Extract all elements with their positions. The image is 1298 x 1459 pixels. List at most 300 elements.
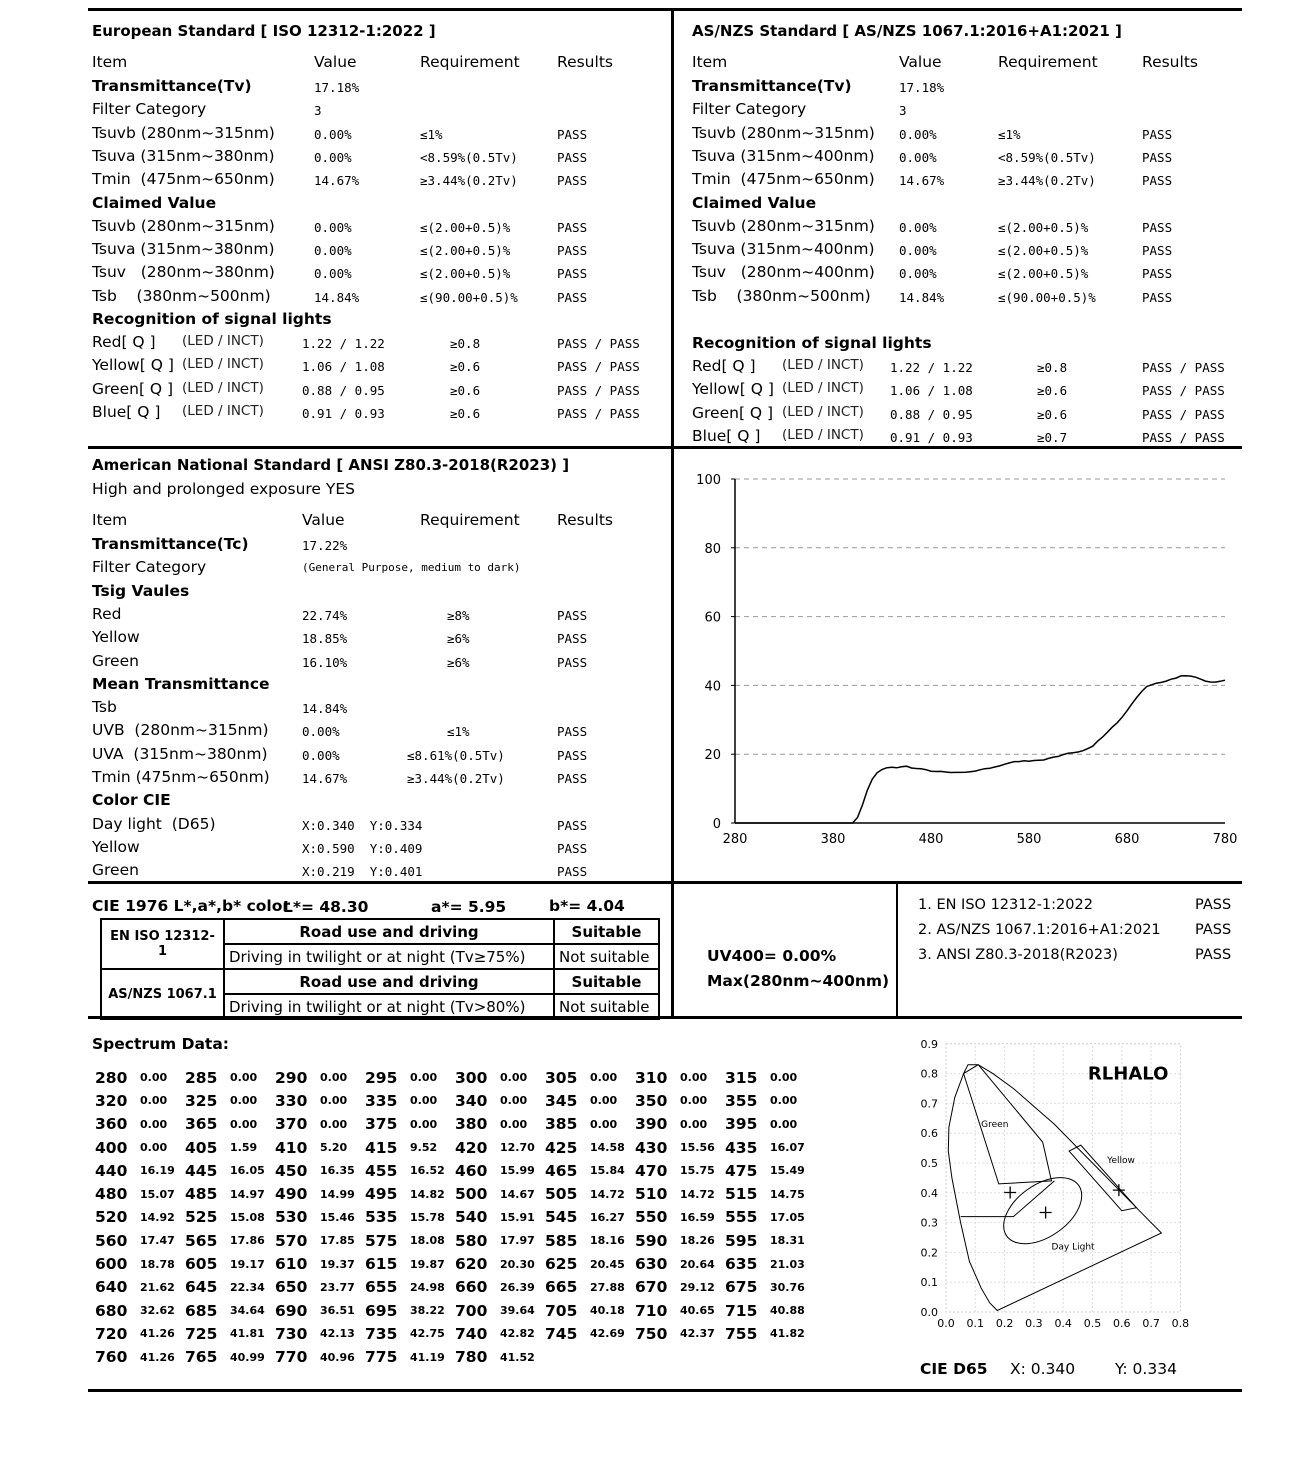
- spectrum-value: 1.59: [230, 1141, 258, 1155]
- spectrum-row: [92, 1159, 812, 1182]
- suit-row-au: Driving in twilight or at night (Tv>80%): [224, 994, 554, 1019]
- spectrum-wavelength: 635: [725, 1255, 758, 1274]
- spectrum-value: 14.67: [500, 1187, 535, 1201]
- spectrum-value: 20.64: [680, 1257, 715, 1271]
- spectrum-value: 16.59: [680, 1210, 715, 1224]
- ansi-row-result: PASS: [557, 654, 588, 670]
- spectrum-value: 41.26: [140, 1350, 175, 1364]
- spectrum-value: 0.00: [410, 1117, 438, 1131]
- au-row-item: Tsuvb (280nm~315nm): [692, 123, 875, 142]
- eu-signal-mode: (LED / INCT): [182, 333, 264, 349]
- x-tick-label: 580: [1016, 832, 1042, 847]
- eu-row-item: Claimed Value: [92, 193, 217, 212]
- cielab-b: b*= 4.04: [549, 897, 625, 915]
- au-signal-title: Recognition of signal lights: [692, 333, 932, 352]
- eu-signal-result: PASS / PASS: [557, 405, 640, 421]
- spectrum-wavelength: 290: [275, 1068, 308, 1087]
- au-row-result: PASS: [1142, 173, 1173, 189]
- cie-y-tick: 0.8: [920, 1067, 938, 1081]
- spectrum-wavelength: 320: [95, 1091, 128, 1110]
- spectrum-wavelength: 725: [185, 1324, 218, 1343]
- cie-x-tick: 0.4: [1054, 1317, 1072, 1330]
- spectrum-wavelength: 480: [95, 1185, 128, 1204]
- eu-row-item: Transmittance(Tv): [92, 77, 252, 95]
- spectrum-value: 40.65: [680, 1304, 715, 1318]
- au-row-result: PASS: [1142, 126, 1173, 142]
- eu-signal-name: Green[ Q ]: [92, 379, 174, 398]
- ansi-row-value: 0.00%: [302, 724, 340, 740]
- spectrum-value: 40.88: [770, 1304, 805, 1318]
- spectrum-wavelength: 485: [185, 1185, 218, 1204]
- au-signal-result: PASS / PASS: [1142, 383, 1225, 399]
- ansi-row-result: PASS: [557, 607, 588, 623]
- au-row-value: 14.84%: [899, 289, 945, 305]
- eu-row-item: Tsuva (315nm~380nm): [92, 240, 275, 259]
- mid-divider-top: [671, 8, 674, 1017]
- ansi-header-requirement: Requirement: [420, 511, 520, 529]
- eu-header-requirement: Requirement: [420, 53, 520, 71]
- suitability-table-au: [100, 968, 660, 1020]
- spectrum-wavelength: 765: [185, 1348, 218, 1367]
- spectrum-wavelength: 580: [455, 1231, 488, 1250]
- spectrum-value: 0.00: [140, 1071, 168, 1085]
- spectrum-wavelength: 575: [365, 1231, 398, 1250]
- eu-header-value: Value: [314, 53, 357, 71]
- eu-header-results: Results: [557, 53, 613, 71]
- spectrum-wavelength: 395: [725, 1115, 758, 1134]
- cie-point-marker: [1040, 1206, 1052, 1218]
- spectrum-wavelength: 770: [275, 1348, 308, 1367]
- ansi-row-value: 14.67%: [302, 771, 348, 786]
- spectrum-value: 15.08: [230, 1210, 265, 1224]
- au-signal-name: Yellow[ Q ]: [692, 380, 774, 399]
- eu-row-result: PASS: [557, 289, 588, 305]
- y-tick-label: 60: [704, 610, 721, 626]
- au-signal-value: 0.91 / 0.93: [890, 429, 973, 445]
- spectrum-value: 16.27: [590, 1210, 625, 1224]
- spectrum-wavelength: 355: [725, 1091, 758, 1110]
- cie-x-tick: 0.8: [1171, 1317, 1190, 1330]
- summary-3-label: 3. ANSI Z80.3-2018(R2023): [918, 947, 1118, 963]
- eu-row-result: PASS: [557, 243, 588, 259]
- eu-row-value: 0.00%: [314, 219, 352, 235]
- au-signal-req: ≥0.6: [1037, 406, 1068, 422]
- au-row-requirement: <8.59%(0.5Tv): [998, 149, 1096, 165]
- au-row-requirement: ≥3.44%(0.2Tv): [998, 173, 1096, 189]
- spectrum-value: 0.00: [680, 1094, 708, 1108]
- spectrum-wavelength: 530: [275, 1208, 308, 1227]
- spectrum-value: 24.98: [410, 1280, 445, 1294]
- spectrum-value: 19.87: [410, 1257, 445, 1271]
- cie-label-green: Green: [981, 1120, 1009, 1131]
- spectrum-value: 21.62: [140, 1280, 175, 1294]
- spectrum-wavelength: 690: [275, 1301, 308, 1320]
- ansi-row-value: 22.74%: [302, 607, 348, 623]
- eu-signal-value: 1.22 / 1.22: [302, 336, 385, 351]
- spectrum-wavelength: 775: [365, 1348, 398, 1367]
- spectrum-wavelength: 400: [95, 1138, 128, 1157]
- eu-signal-value: 0.88 / 0.95: [302, 382, 385, 398]
- eu-row-requirement: ≤1%: [420, 126, 443, 142]
- au-signal-name: Red[ Q ]: [692, 357, 756, 375]
- cie-x-tick: 0.6: [1113, 1317, 1131, 1330]
- ansi-row-item: Green: [92, 861, 139, 880]
- spectrum-wavelength: 630: [635, 1255, 668, 1274]
- spectrum-wavelength: 405: [185, 1138, 218, 1157]
- spectrum-wavelength: 655: [365, 1278, 398, 1297]
- eu-signal-name: Blue[ Q ]: [92, 402, 161, 421]
- spectrum-value: 38.22: [410, 1304, 445, 1318]
- au-row-item: Transmittance(Tv): [692, 77, 852, 95]
- spectrum-value: 15.91: [500, 1210, 535, 1224]
- y-tick-label: 0: [712, 817, 721, 832]
- spectrum-wavelength: 295: [365, 1068, 398, 1087]
- ansi-row-result: PASS: [557, 771, 588, 786]
- ansi-row-value: 17.22%: [302, 538, 348, 553]
- eu-row-result: PASS: [557, 126, 588, 142]
- ansi-row-item: UVA (315nm~380nm): [92, 744, 268, 763]
- eu-row-value: 0.00%: [314, 243, 352, 259]
- spectrum-wavelength: 520: [95, 1208, 128, 1227]
- brand-logo: RLHALO: [1087, 1063, 1169, 1085]
- eu-signal-result: PASS / PASS: [557, 359, 640, 375]
- spectrum-value: 17.85: [320, 1234, 355, 1248]
- au-signal-mode: (LED / INCT): [782, 380, 864, 397]
- spectrum-wavelength: 470: [635, 1161, 668, 1180]
- cie-diagram: [910, 1030, 1210, 1330]
- spectrum-row: [92, 1299, 812, 1322]
- x-tick-label: 480: [918, 832, 944, 847]
- spectrum-value: 0.00: [140, 1117, 168, 1131]
- spectrum-value: 0.00: [680, 1117, 708, 1131]
- x-tick-label: 780: [1212, 832, 1238, 847]
- spectrum-wavelength: 740: [455, 1324, 488, 1343]
- spectrum-wavelength: 465: [545, 1161, 578, 1180]
- spectrum-value: 0.00: [230, 1117, 258, 1131]
- spectrum-value: 39.64: [500, 1304, 535, 1318]
- au-header-requirement: Requirement: [998, 53, 1098, 71]
- eu-row-value: 17.18%: [314, 80, 360, 95]
- spectrum-wavelength: 425: [545, 1138, 578, 1157]
- spectrum-wavelength: 420: [455, 1138, 488, 1157]
- cie-y-tick: 0.9: [920, 1037, 938, 1051]
- transmittance-chart: [680, 455, 1240, 875]
- suit-head-res-en: Suitable: [554, 919, 659, 944]
- spectrum-wavelength: 555: [725, 1208, 758, 1227]
- spectrum-row: [92, 1182, 812, 1205]
- au-row-item: Filter Category: [692, 100, 807, 119]
- spectrum-value: 41.26: [140, 1327, 175, 1341]
- au-row-result: PASS: [1142, 243, 1173, 259]
- spectrum-wavelength: 375: [365, 1115, 398, 1134]
- spectrum-value: 0.00: [770, 1071, 798, 1085]
- spectrum-wavelength: 410: [275, 1138, 308, 1157]
- eu-row-item: Tsuvb (280nm~315nm): [92, 123, 275, 142]
- spectrum-wavelength: 595: [725, 1231, 758, 1250]
- eu-row-requirement: ≤(2.00+0.5)%: [420, 219, 511, 235]
- cie-y-tick: 0.7: [920, 1097, 938, 1111]
- y-tick-label: 20: [704, 748, 721, 764]
- ansi-row-value: 18.85%: [302, 631, 348, 647]
- spectrum-wavelength: 505: [545, 1185, 578, 1204]
- cie-y-tick: 0.2: [920, 1246, 938, 1260]
- spectrum-wavelength: 450: [275, 1161, 308, 1180]
- au-row-value: 0.00%: [899, 266, 937, 282]
- eu-row-requirement: ≤(2.00+0.5)%: [420, 243, 511, 259]
- spectrum-row: [92, 1229, 812, 1252]
- ansi-row-value: 0.00%: [302, 747, 340, 763]
- spectrum-wavelength: 460: [455, 1161, 488, 1180]
- spectrum-value: 27.88: [590, 1280, 625, 1294]
- spectrum-value: 18.78: [140, 1257, 175, 1271]
- cie-label-yellow: Yellow: [1107, 1156, 1135, 1166]
- spectrum-value: 40.18: [590, 1304, 625, 1318]
- spectrum-value: 0.00: [410, 1071, 438, 1085]
- spectrum-wavelength: 415: [365, 1138, 398, 1157]
- spectrum-value: 20.45: [590, 1257, 625, 1271]
- au-signal-value: 1.22 / 1.22: [890, 360, 973, 375]
- cielab-label: CIE 1976 L*,a*,b* color: [92, 897, 291, 915]
- spectrum-wavelength: 650: [275, 1278, 308, 1297]
- spectrum-value: 41.19: [410, 1350, 445, 1364]
- ansi-header-value: Value: [302, 511, 345, 529]
- spectrum-value: 0.00: [230, 1071, 258, 1085]
- x-tick-label: 380: [820, 832, 846, 847]
- spectrum-wavelength: 695: [365, 1301, 398, 1320]
- ansi-row-result: PASS: [557, 631, 588, 647]
- suit-head-res-au: Suitable: [554, 969, 659, 994]
- eu-row-item: Tsuvb (280nm~315nm): [92, 216, 275, 235]
- spectrum-wavelength: 440: [95, 1161, 128, 1180]
- au-signal-mode: (LED / INCT): [782, 426, 864, 443]
- eu-row-requirement: ≤(2.00+0.5)%: [420, 266, 511, 282]
- spectrum-wavelength: 745: [545, 1324, 578, 1343]
- au-signal-result: PASS / PASS: [1142, 360, 1225, 375]
- ansi-row-result: PASS: [557, 747, 588, 763]
- spectrum-wavelength: 585: [545, 1231, 578, 1250]
- ansi-row-value: X:0.590 Y:0.409: [302, 840, 423, 856]
- spectrum-value: 0.00: [140, 1094, 168, 1108]
- cie-x-tick: 0.7: [1142, 1317, 1160, 1330]
- spectrum-row: [92, 1066, 812, 1089]
- au-row-value: 3: [899, 103, 907, 119]
- spectrum-value: 34.64: [230, 1304, 265, 1318]
- suit-row-en: Driving in twilight or at night (Tv≥75%): [224, 944, 554, 969]
- ansi-row-value: 16.10%: [302, 654, 348, 670]
- spectrum-wavelength: 755: [725, 1324, 758, 1343]
- spectrum-value: 15.84: [590, 1164, 625, 1178]
- spectrum-value: 0.00: [680, 1071, 708, 1085]
- divider-uv: [896, 881, 898, 1017]
- suit-row-res-au: Not suitable: [554, 994, 659, 1019]
- au-row-requirement: ≤1%: [998, 126, 1021, 142]
- spectrum-value: 0.00: [320, 1071, 348, 1085]
- eu-signal-result: PASS / PASS: [557, 382, 640, 398]
- ansi-header-results: Results: [557, 511, 613, 529]
- suit-std-au: AS/NZS 1067.1: [101, 969, 224, 1019]
- spectrum-wavelength: 490: [275, 1185, 308, 1204]
- spectrum-value: 42.82: [500, 1327, 535, 1341]
- spectrum-value: 14.75: [770, 1187, 805, 1201]
- eu-row-requirement: <8.59%(0.5Tv): [420, 149, 518, 165]
- spectrum-value: 0.00: [770, 1094, 798, 1108]
- spectrum-wavelength: 705: [545, 1301, 578, 1320]
- ansi-row-item: Tmin (475nm~650nm): [92, 768, 270, 786]
- eu-row-requirement: ≥3.44%(0.2Tv): [420, 173, 518, 189]
- spectrum-wavelength: 670: [635, 1278, 668, 1297]
- ansi-row-value: 14.84%: [302, 701, 348, 717]
- spectrum-value: 40.96: [320, 1350, 355, 1364]
- spectrum-wavelength: 715: [725, 1301, 758, 1320]
- spectrum-wavelength: 385: [545, 1115, 578, 1134]
- spectrum-wavelength: 285: [185, 1068, 218, 1087]
- x-tick-label: 680: [1114, 832, 1140, 847]
- spectrum-value: 0.00: [770, 1117, 798, 1131]
- spectrum-wavelength: 525: [185, 1208, 218, 1227]
- spectrum-wavelength: 565: [185, 1231, 218, 1250]
- spectrum-wavelength: 570: [275, 1231, 308, 1250]
- spectrum-wavelength: 380: [455, 1115, 488, 1134]
- spectrum-value: 5.20: [320, 1141, 348, 1155]
- summary-1-result: PASS: [1195, 897, 1232, 913]
- suit-head-au: Road use and driving: [224, 969, 554, 994]
- ansi-row-requirement: ≥8%: [447, 607, 470, 623]
- ansi-row-requirement: ≥3.44%(0.2Tv): [407, 771, 505, 786]
- au-signal-req: ≥0.6: [1037, 383, 1068, 399]
- au-row-value: 0.00%: [899, 126, 937, 142]
- au-signal-name: Green[ Q ]: [692, 403, 774, 422]
- spectrum-value: 42.75: [410, 1327, 445, 1341]
- spectrum-value: 0.00: [140, 1141, 168, 1155]
- spectrum-value: 14.82: [410, 1187, 445, 1201]
- ansi-row-item: Red: [92, 604, 122, 623]
- eu-row-item: Recognition of signal lights: [92, 310, 332, 328]
- eu-title: European Standard [ ISO 12312-1:2022 ]: [92, 22, 436, 40]
- spectrum-value: 30.76: [770, 1280, 805, 1294]
- au-row-value: 0.00%: [899, 243, 937, 259]
- spectrum-value: 40.99: [230, 1350, 265, 1364]
- eu-signal-mode: (LED / INCT): [182, 379, 264, 396]
- ansi-row-item: Mean Transmittance: [92, 674, 270, 693]
- au-row-item: Tmin (475nm~650nm): [692, 170, 875, 189]
- spectrum-wavelength: 615: [365, 1255, 398, 1274]
- ansi-row-result: PASS: [557, 864, 588, 880]
- au-row-item: Tsuvb (280nm~315nm): [692, 216, 875, 235]
- spectrum-value: 12.70: [500, 1141, 535, 1155]
- spectrum-row: [92, 1136, 812, 1159]
- spectrum-value: 20.30: [500, 1257, 535, 1271]
- ansi-row-requirement: ≥6%: [447, 654, 470, 670]
- suit-row-res-en: Not suitable: [554, 944, 659, 969]
- eu-row-value: 14.67%: [314, 173, 360, 189]
- spectrum-wavelength: 780: [455, 1348, 488, 1367]
- eu-row-item: Tsuva (315nm~380nm): [92, 146, 275, 165]
- cie-y-tick: 0.5: [920, 1157, 938, 1170]
- au-row-result: PASS: [1142, 219, 1173, 235]
- cie-x-tick: 0.5: [1083, 1317, 1102, 1330]
- spectrum-value: 19.17: [230, 1257, 265, 1271]
- eu-row-result: PASS: [557, 219, 588, 235]
- spectrum-value: 0.00: [590, 1071, 618, 1085]
- ansi-row-value: (General Purpose, medium to dark): [302, 561, 521, 575]
- spectrum-value: 0.00: [500, 1094, 528, 1108]
- eu-row-value: 0.00%: [314, 149, 352, 165]
- spectrum-wavelength: 350: [635, 1091, 668, 1110]
- eu-row-item: Filter Category: [92, 100, 207, 119]
- ansi-row-result: PASS: [557, 724, 588, 740]
- ansi-row-requirement: ≥6%: [447, 631, 470, 647]
- spectrum-wavelength: 680: [95, 1301, 128, 1320]
- cie-footer-y: Y: 0.334: [1115, 1360, 1177, 1378]
- spectrum-wavelength: 340: [455, 1091, 488, 1110]
- spectrum-wavelength: 720: [95, 1324, 128, 1343]
- ansi-row-result: PASS: [557, 817, 588, 833]
- spectrum-value: 21.03: [770, 1257, 805, 1271]
- spectrum-wavelength: 760: [95, 1348, 128, 1367]
- spectrum-wavelength: 600: [95, 1255, 128, 1274]
- eu-row-item: Tsuv (280nm~380nm): [92, 263, 275, 282]
- au-row-requirement: ≤(90.00+0.5)%: [998, 289, 1096, 305]
- spectrum-wavelength: 560: [95, 1231, 128, 1250]
- spectrum-wavelength: 455: [365, 1161, 398, 1180]
- spectrum-value: 18.08: [410, 1234, 445, 1248]
- spectrum-value: 16.35: [320, 1164, 355, 1178]
- summary-3-result: PASS: [1195, 947, 1232, 963]
- cie-y-tick: 0.6: [920, 1127, 938, 1141]
- spectrum-wavelength: 590: [635, 1231, 668, 1250]
- au-row-item: Tsuva (315nm~400nm): [692, 240, 875, 259]
- spectrum-value: 22.34: [230, 1280, 265, 1294]
- spectrum-value: 0.00: [500, 1117, 528, 1131]
- spectrum-value: 17.47: [140, 1234, 175, 1248]
- au-signal-result: PASS / PASS: [1142, 406, 1225, 422]
- eu-signal-mode: (LED / INCT): [182, 356, 264, 373]
- bottom-border: [88, 1389, 1242, 1392]
- spectrum-wavelength: 330: [275, 1091, 308, 1110]
- spectrum-value: 16.19: [140, 1164, 175, 1178]
- au-signal-req: ≥0.7: [1037, 429, 1068, 445]
- y-tick-label: 40: [704, 679, 721, 695]
- eu-row-value: 14.84%: [314, 289, 360, 305]
- spectrum-value: 15.07: [140, 1187, 175, 1201]
- ansi-row-item: Day light (D65): [92, 814, 216, 833]
- spectrum-row: [92, 1346, 812, 1369]
- cie-label-daylight: Day Light: [1051, 1242, 1095, 1253]
- eu-signal-req: ≥0.6: [450, 359, 481, 375]
- spectrum-wavelength: 310: [635, 1068, 668, 1087]
- spectrum-value: 18.16: [590, 1234, 625, 1248]
- au-row-result: PASS: [1142, 266, 1173, 282]
- y-tick-label: 80: [704, 541, 721, 557]
- au-row-value: 17.18%: [899, 80, 945, 95]
- spectrum-value: 23.77: [320, 1280, 355, 1294]
- au-signal-value: 1.06 / 1.08: [890, 383, 973, 399]
- eu-row-value: 0.00%: [314, 266, 352, 282]
- spectrum-value: 41.82: [770, 1327, 805, 1341]
- uv400-value: UV400= 0.00%: [707, 947, 837, 965]
- spectrum-value: 17.86: [230, 1234, 265, 1248]
- au-row-item: Tsb (380nm~500nm): [692, 286, 871, 305]
- spectrum-wavelength: 610: [275, 1255, 308, 1274]
- spectrum-wavelength: 445: [185, 1161, 218, 1180]
- ansi-row-item: Filter Category: [92, 558, 207, 577]
- au-row-result: PASS: [1142, 149, 1173, 165]
- spectrum-value: 41.81: [230, 1327, 265, 1341]
- spectrum-value: 42.13: [320, 1327, 355, 1341]
- spectrum-row: [92, 1276, 812, 1299]
- spectrum-value: 17.05: [770, 1210, 805, 1224]
- x-tick-label: 280: [722, 832, 748, 847]
